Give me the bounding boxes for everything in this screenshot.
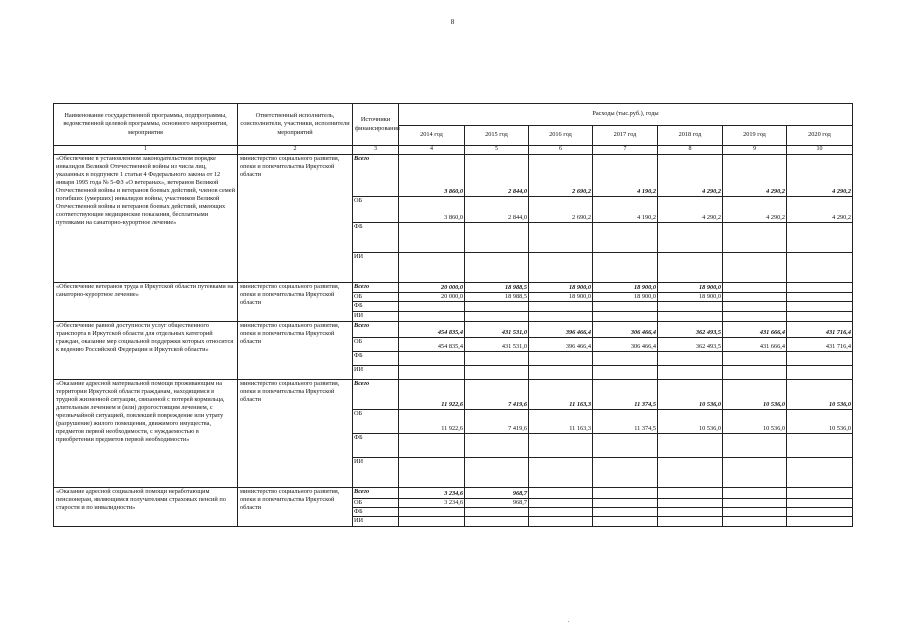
expense-value <box>465 365 529 379</box>
column-index: 9 <box>723 146 787 155</box>
expense-value <box>593 365 658 379</box>
expense-value <box>593 301 658 311</box>
expense-value <box>723 507 787 516</box>
expense-value: 4 290,2 <box>723 196 787 222</box>
expense-value: 7 419,6 <box>465 409 529 433</box>
column-index-row <box>54 146 853 155</box>
expense-value <box>399 301 465 311</box>
expense-value <box>787 498 853 507</box>
expense-value <box>658 301 723 311</box>
expense-value: 4 190,2 <box>593 154 658 196</box>
measure-executor: министерство социального развития, опеки и попечительства Иркутской области <box>238 379 353 487</box>
expense-value: 4 290,2 <box>723 154 787 196</box>
expense-value <box>593 487 658 498</box>
expense-value: 10 536,0 <box>723 409 787 433</box>
expense-value: 18 900,0 <box>529 282 593 292</box>
funding-source: ФБ <box>353 222 399 252</box>
expense-value: 11 922,6 <box>399 409 465 433</box>
column-index: 4 <box>399 146 465 155</box>
expense-value: 431 666,4 <box>723 321 787 337</box>
header-year: 2020 год <box>787 126 853 146</box>
expense-value <box>399 222 465 252</box>
expense-value <box>529 365 593 379</box>
funding-source: Всего <box>353 154 399 196</box>
expense-value <box>787 301 853 311</box>
expense-value <box>787 311 853 321</box>
expense-value <box>723 301 787 311</box>
expense-value <box>593 457 658 487</box>
expense-value <box>399 433 465 457</box>
expense-value: 362 493,5 <box>658 321 723 337</box>
table-row <box>54 487 853 498</box>
expense-value: 454 835,4 <box>399 321 465 337</box>
table-row <box>54 379 853 409</box>
expense-value: 11 374,5 <box>593 379 658 409</box>
expense-value: 11 163,3 <box>529 379 593 409</box>
expense-value <box>399 252 465 282</box>
expense-value: 10 536,0 <box>787 409 853 433</box>
expense-value <box>399 351 465 365</box>
header-executor: Ответственный исполнитель, соисполнители, участники, исполнители мероприятий <box>238 104 353 146</box>
funding-source: Всего <box>353 487 399 498</box>
expense-value: 2 844,0 <box>465 196 529 222</box>
expense-value <box>529 222 593 252</box>
funding-source: ФБ <box>353 351 399 365</box>
expense-value: 10 536,0 <box>787 379 853 409</box>
header-year: 2014 год <box>399 126 465 146</box>
expense-value <box>529 507 593 516</box>
funding-source: ИИ <box>353 311 399 321</box>
expense-value <box>723 498 787 507</box>
expense-value: 431 716,4 <box>787 337 853 351</box>
expense-value <box>593 507 658 516</box>
expense-value <box>658 252 723 282</box>
expense-value <box>658 222 723 252</box>
expense-value <box>593 498 658 507</box>
expense-value: 11 163,3 <box>529 409 593 433</box>
expense-value <box>465 222 529 252</box>
expense-value <box>465 252 529 282</box>
funding-source: ФБ <box>353 507 399 516</box>
expense-value: 18 988,5 <box>465 292 529 301</box>
expense-value <box>787 433 853 457</box>
column-index: 6 <box>529 146 593 155</box>
column-index: 2 <box>238 146 353 155</box>
expense-value <box>658 498 723 507</box>
expense-value <box>787 487 853 498</box>
funding-source: Всего <box>353 282 399 292</box>
expense-value: 968,7 <box>465 498 529 507</box>
expense-value <box>465 351 529 365</box>
page-number: 8 <box>450 18 455 26</box>
measure-name: «Обеспечение ветеранов труда в Иркутской области путевками на санаторно-курортное лечение» <box>54 282 238 321</box>
expense-value: 396 466,4 <box>529 321 593 337</box>
funding-source: ИИ <box>353 457 399 487</box>
funding-source: ИИ <box>353 252 399 282</box>
column-index: 8 <box>658 146 723 155</box>
header-year: 2017 год <box>593 126 658 146</box>
expense-value: 4 290,2 <box>658 154 723 196</box>
funding-source: ФБ <box>353 433 399 457</box>
funding-source: ОБ <box>353 498 399 507</box>
expense-value <box>658 516 723 526</box>
expense-value <box>723 351 787 365</box>
expense-value <box>787 282 853 292</box>
expense-value <box>529 252 593 282</box>
measure-executor: министерство социального развития, опеки и попечительства Иркутской области <box>238 282 353 321</box>
expense-value <box>529 433 593 457</box>
expense-value <box>529 301 593 311</box>
funding-source: ОБ <box>353 196 399 222</box>
expense-value <box>658 507 723 516</box>
measure-executor: министерство социального развития, опеки и попечительства Иркутской области <box>238 321 353 379</box>
expense-value <box>529 487 593 498</box>
expense-value: 4 290,2 <box>787 154 853 196</box>
measure-executor: министерство социального развития, опеки и попечительства Иркутской области <box>238 154 353 282</box>
expense-value <box>723 292 787 301</box>
expense-value <box>465 433 529 457</box>
expense-value <box>529 311 593 321</box>
expense-value <box>723 311 787 321</box>
expense-value <box>529 498 593 507</box>
header-year: 2019 год <box>723 126 787 146</box>
expense-value: 2 690,2 <box>529 154 593 196</box>
measure-name: «Обеспечение равной доступности услуг общественного транспорта в Иркутской области для отдельных категорий граждан, оказание мер социальной поддержки которых относится к ведению Российской Федерации и Иркутской области» <box>54 321 238 379</box>
expense-value: 10 536,0 <box>658 409 723 433</box>
expense-value: 18 900,0 <box>658 292 723 301</box>
funding-source: ФБ <box>353 301 399 311</box>
expense-value: 3 860,0 <box>399 196 465 222</box>
expense-value: 454 835,4 <box>399 337 465 351</box>
expense-value <box>593 516 658 526</box>
expense-value <box>723 252 787 282</box>
expense-value <box>399 457 465 487</box>
column-index: 5 <box>465 146 529 155</box>
expense-value: 18 988,5 <box>465 282 529 292</box>
column-index: 1 <box>54 146 238 155</box>
expense-value <box>593 351 658 365</box>
funding-source: ОБ <box>353 409 399 433</box>
column-index: 7 <box>593 146 658 155</box>
expense-value: 18 900,0 <box>658 282 723 292</box>
funding-source: ОБ <box>353 337 399 351</box>
expense-value: 306 466,4 <box>593 337 658 351</box>
column-index: 10 <box>787 146 853 155</box>
expense-value <box>723 282 787 292</box>
expense-value <box>529 516 593 526</box>
trailing-mark: . <box>568 618 570 624</box>
expense-value <box>529 457 593 487</box>
expense-value: 4 290,2 <box>658 196 723 222</box>
expense-value <box>723 222 787 252</box>
funding-source: ИИ <box>353 365 399 379</box>
expense-value <box>593 433 658 457</box>
expense-value: 2 844,0 <box>465 154 529 196</box>
table-row <box>54 154 853 196</box>
expense-value <box>399 507 465 516</box>
expense-value <box>723 457 787 487</box>
expense-value <box>399 516 465 526</box>
expense-value <box>723 516 787 526</box>
expense-value <box>787 516 853 526</box>
expense-value <box>465 311 529 321</box>
expense-value <box>723 365 787 379</box>
expense-value <box>658 457 723 487</box>
expense-value <box>658 351 723 365</box>
expense-value <box>399 365 465 379</box>
funding-source: ОБ <box>353 292 399 301</box>
budget-table <box>53 103 853 527</box>
expense-value <box>787 222 853 252</box>
expense-value: 10 536,0 <box>658 379 723 409</box>
expense-value: 20 000,0 <box>399 282 465 292</box>
expense-value: 11 922,6 <box>399 379 465 409</box>
expense-value <box>465 516 529 526</box>
header-year: 2015 год <box>465 126 529 146</box>
expense-value: 431 531,0 <box>465 337 529 351</box>
header-source: Источники финансирования <box>353 104 399 146</box>
expense-value: 18 900,0 <box>593 282 658 292</box>
expense-value: 20 000,0 <box>399 292 465 301</box>
expense-value <box>465 301 529 311</box>
funding-source: Всего <box>353 379 399 409</box>
expense-value <box>723 487 787 498</box>
measure-executor: министерство социального развития, опеки и попечительства Иркутской области <box>238 487 353 526</box>
expense-value <box>787 457 853 487</box>
funding-source: ИИ <box>353 516 399 526</box>
expense-value <box>723 433 787 457</box>
expense-value <box>787 292 853 301</box>
expense-value <box>593 222 658 252</box>
expense-value: 3 234,6 <box>399 498 465 507</box>
expense-value <box>787 365 853 379</box>
funding-source: Всего <box>353 321 399 337</box>
table-row <box>54 282 853 292</box>
expense-value <box>529 351 593 365</box>
header-year: 2018 год <box>658 126 723 146</box>
expense-value: 431 531,0 <box>465 321 529 337</box>
expense-value: 4 190,2 <box>593 196 658 222</box>
expense-value: 18 900,0 <box>593 292 658 301</box>
expense-value <box>593 311 658 321</box>
expense-value: 3 234,6 <box>399 487 465 498</box>
expense-value: 3 860,0 <box>399 154 465 196</box>
expense-value <box>399 311 465 321</box>
expense-value <box>658 365 723 379</box>
expense-value <box>787 507 853 516</box>
expense-value <box>465 507 529 516</box>
header-name: Наименование государственной программы, подпрограммы, ведомственной целевой программы, основного мероприятия, мероприятия <box>54 104 238 146</box>
expense-value: 431 716,4 <box>787 321 853 337</box>
expense-value: 4 290,2 <box>787 196 853 222</box>
expense-value <box>465 457 529 487</box>
expense-value: 362 493,5 <box>658 337 723 351</box>
expense-value: 396 466,4 <box>529 337 593 351</box>
expense-value <box>658 433 723 457</box>
expense-value: 7 419,6 <box>465 379 529 409</box>
header-year: 2016 год <box>529 126 593 146</box>
measure-name: «Оказание адресной материальной помощи проживающим на территории Иркутской области гражданам, находящимся в трудной жизненной ситуации, связанной с потерей кормильца, длительным лечением и (или) дорогостоящим лечением, с чрезвычайной ситуацией, повлекшей повреждение или утрату (разрушение) жилого помещения, движимого имущества, предметов первой необходимости, с нуждаемостью в приобретении предметов первой необходимости» <box>54 379 238 487</box>
expense-value: 431 666,4 <box>723 337 787 351</box>
expense-value <box>658 311 723 321</box>
expense-value <box>593 252 658 282</box>
expense-value: 2 690,2 <box>529 196 593 222</box>
expense-value: 18 900,0 <box>529 292 593 301</box>
expense-value: 10 536,0 <box>723 379 787 409</box>
expense-value <box>658 487 723 498</box>
expense-value: 11 374,5 <box>593 409 658 433</box>
table-row <box>54 321 853 337</box>
measure-name: «Оказание адресной социальной помощи неработающим пенсионерам, являющимся получателями страховых пенсий по старости и по инвалидности» <box>54 487 238 526</box>
header-expenses: Расходы (тыс.руб.), годы <box>399 104 853 126</box>
measure-name: «Обеспечение в установленном законодательством порядке инвалидов Великой Отечественной войны из числа лиц, указанных в подпункте 1 статьи 4 Федерального закона от 12 января 1995 года № 5-ФЗ «О ветеранах», ветеранов Великой Отечественной войны и ветеранов боевых действий, членов семей погибших (умерших) инвалидов войны, участников Великой Отечественной войны и ветеранов боевых действий, имеющих соответствующие медицинские показания, бесплатными путевками на санаторно-курортное лечение» <box>54 154 238 282</box>
expense-value: 968,7 <box>465 487 529 498</box>
expense-value <box>787 351 853 365</box>
expense-value <box>787 252 853 282</box>
expense-value: 306 466,4 <box>593 321 658 337</box>
column-index: 3 <box>353 146 399 155</box>
